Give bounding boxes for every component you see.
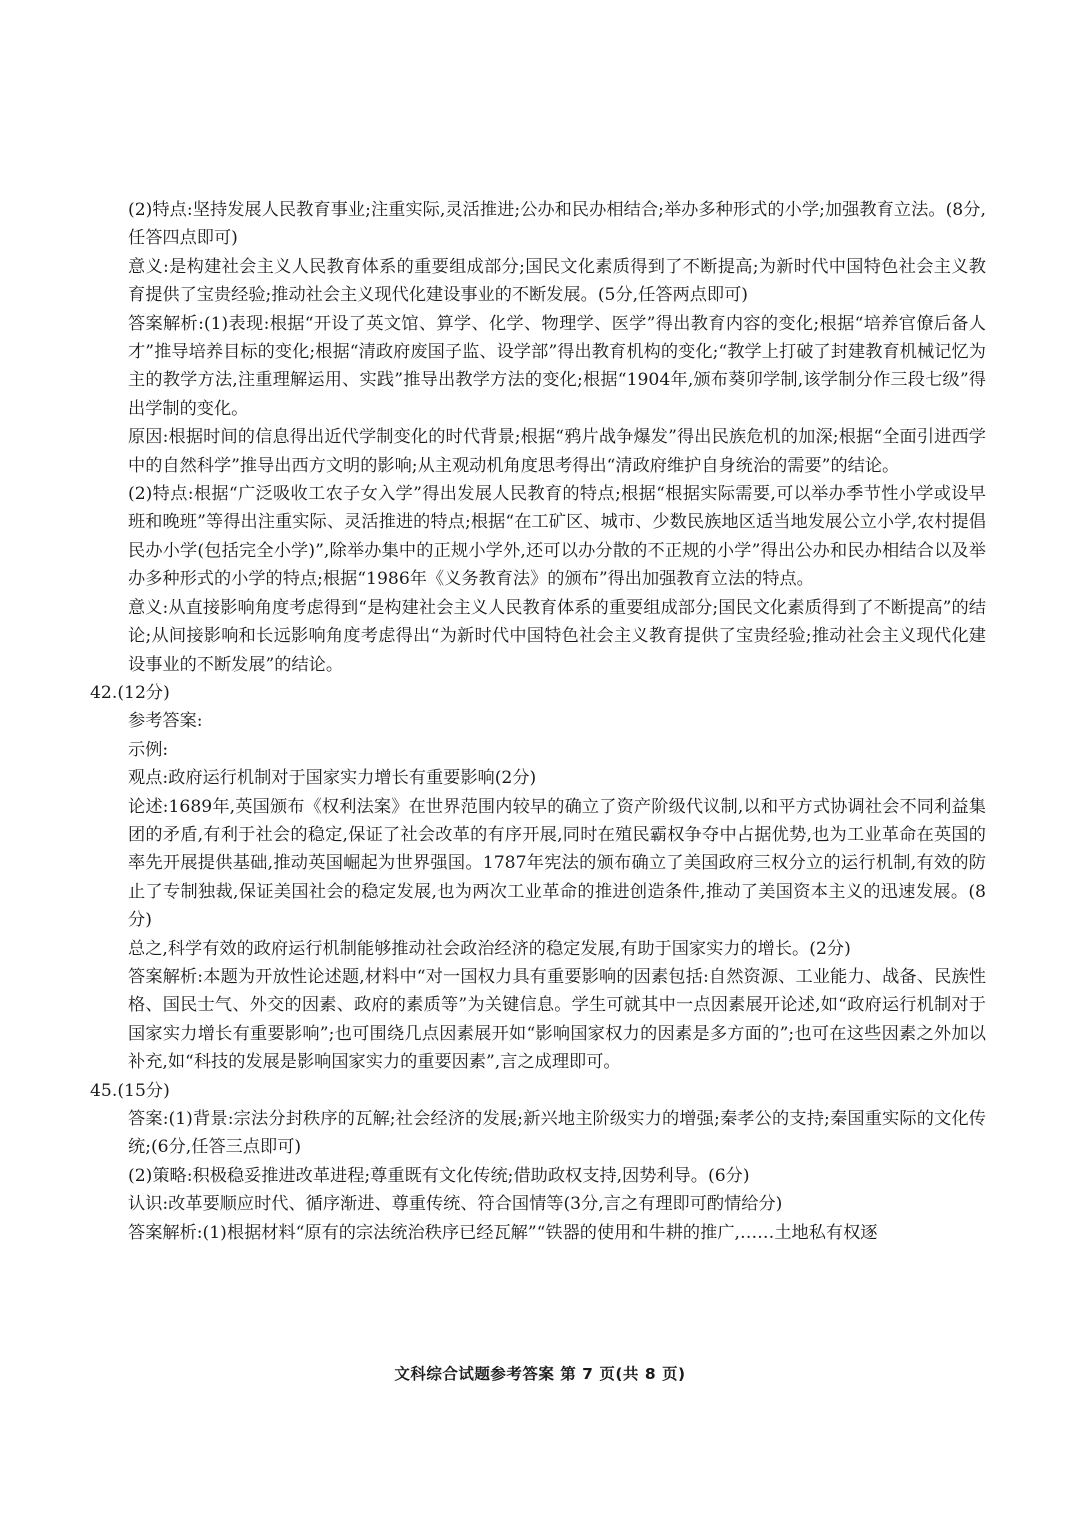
paragraph: 答案:(1)背景:宗法分封秩序的瓦解;社会经济的发展;新兴地主阶级实力的增强;秦孝公的支持;秦国重实际的文化传统;(6分,任答三点即可) (128, 1109, 986, 1158)
paragraph: 参考答案: (128, 711, 203, 732)
page-footer: 文科综合试题参考答案 第 7 页(共 8 页) (394, 1365, 686, 1383)
paragraph: 答案解析:(1)表现:根据“开设了英文馆、算学、化学、物理学、医学”得出教育内容的变化;根据“培养官僚后备人才”推导培养目标的变化;根据“清政府废国子监、设学部”得出教育机构的变化;“教学上打破了封建教育机械记忆为主的教学方法,注重理解运用、实践”推导出教学方法的变化;根据“1904年,颁布葵卯学制,该学制分作三段七级”得出学制的变化。 (128, 313, 986, 419)
paragraph: 意义:是构建社会主义人民教育体系的重要组成部分;国民文化素质得到了不断提高;为新时代中国特色社会主义教育提供了宝贵经验;推动社会主义现代化建设事业的不断发展。(5分,任答两点即可) (128, 256, 986, 306)
section-previous-question (90, 196, 986, 679)
question-number: 45.(15分) (90, 1080, 170, 1101)
paragraph: 示例: (128, 739, 169, 760)
page-content (90, 196, 986, 1247)
paragraph: (2)特点:根据“广泛吸收工农子女入学”得出发展人民教育的特点;根据“根据实际需要,可以举办季节性小学或设早班和晚班”等得出注重实际、灵活推进的特点;根据“在工矿区、城市、少数民族地区适当地发展公立小学,农村提倡民办小学(包括完全小学)”,除举办集中的正规小学外,还可以办分散的不正规的小学”得出公办和民办相结合以及举办多种形式的小学的特点;根据“1986年《义务教育法》的颁布”得出加强教育立法的特点。 (128, 484, 986, 590)
paragraph: (2)特点:坚持发展人民教育事业;注重实际,灵活推进;公办和民办相结合;举办多种形式的小学;加强教育立法。(8分,任答四点即可) (128, 200, 986, 249)
paragraph: 答案解析:本题为开放性论述题,材料中“对一国权力具有重要影响的因素包括:自然资源、工业能力、战备、民族性格、国民士气、外交的因素、政府的素质等”为关键信息。学生可就其中一点因素展开论述,如“政府运行机制对于国家实力增长有重要影响”;也可围绕几点因素展开如“影响国家权力的因素是多方面的”;也可在这些因素之外加以补充,如“科技的发展是影响国家实力的重要因素”,言之成理即可。 (128, 966, 986, 1073)
paragraph: 总之,科学有效的政府运行机制能够推动社会政治经济的稳定发展,有助于国家实力的增长。(2分) (128, 938, 851, 959)
paragraph: 意义:从直接影响角度考虑得到“是构建社会主义人民教育体系的重要组成部分;国民文化素质得到了不断提高”的结论;从间接影响和长远影响角度考虑得出“为新时代中国特色社会主义教育提供了宝贵经验;推动社会主义现代化建设事业的不断发展”的结论。 (128, 597, 986, 675)
paragraph: 原因:根据时间的信息得出近代学制变化的时代背景;根据“鸦片战争爆发”得出民族危机的加深;根据“全面引进西学中的自然科学”推导出西方文明的影响;从主观动机角度思考得出“清政府维护自身统治的需要”的结论。 (128, 427, 986, 476)
paragraph: 论述:1689年,英国颁布《权利法案》在世界范围内较早的确立了资产阶级代议制,以和平方式协调社会不同利益集团的矛盾,有利于社会的稳定,保证了社会改革的有序开展,同时在殖民霸权争夺中占据优势,也为工业革命在英国的率先开展提供基础,推动英国崛起为世界强国。1787年宪法的颁布确立了美国政府三权分立的运行机制,有效的防止了专制独裁,保证美国社会的稳定发展,也为两次工业革命的推进创造条件,推动了美国资本主义的迅速发展。(8分) (128, 796, 986, 931)
paragraph: 答案解析:(1)根据材料“原有的宗法统治秩序已经瓦解”“铁器的使用和牛耕的推广,……土地私有权逐 (128, 1222, 878, 1243)
question-number: 42.(12分) (90, 682, 170, 703)
paragraph: (2)策略:积极稳妥推进改革进程;尊重既有文化传统;借助政权支持,因势利导。(6分) (128, 1165, 750, 1186)
section-question-42 (90, 679, 986, 1077)
paragraph: 认识:改革要顺应时代、循序渐进、尊重传统、符合国情等(3分,言之有理即可酌情给分) (128, 1194, 783, 1215)
paragraph: 观点:政府运行机制对于国家实力增长有重要影响(2分) (128, 768, 537, 789)
section-question-45 (90, 1077, 986, 1247)
